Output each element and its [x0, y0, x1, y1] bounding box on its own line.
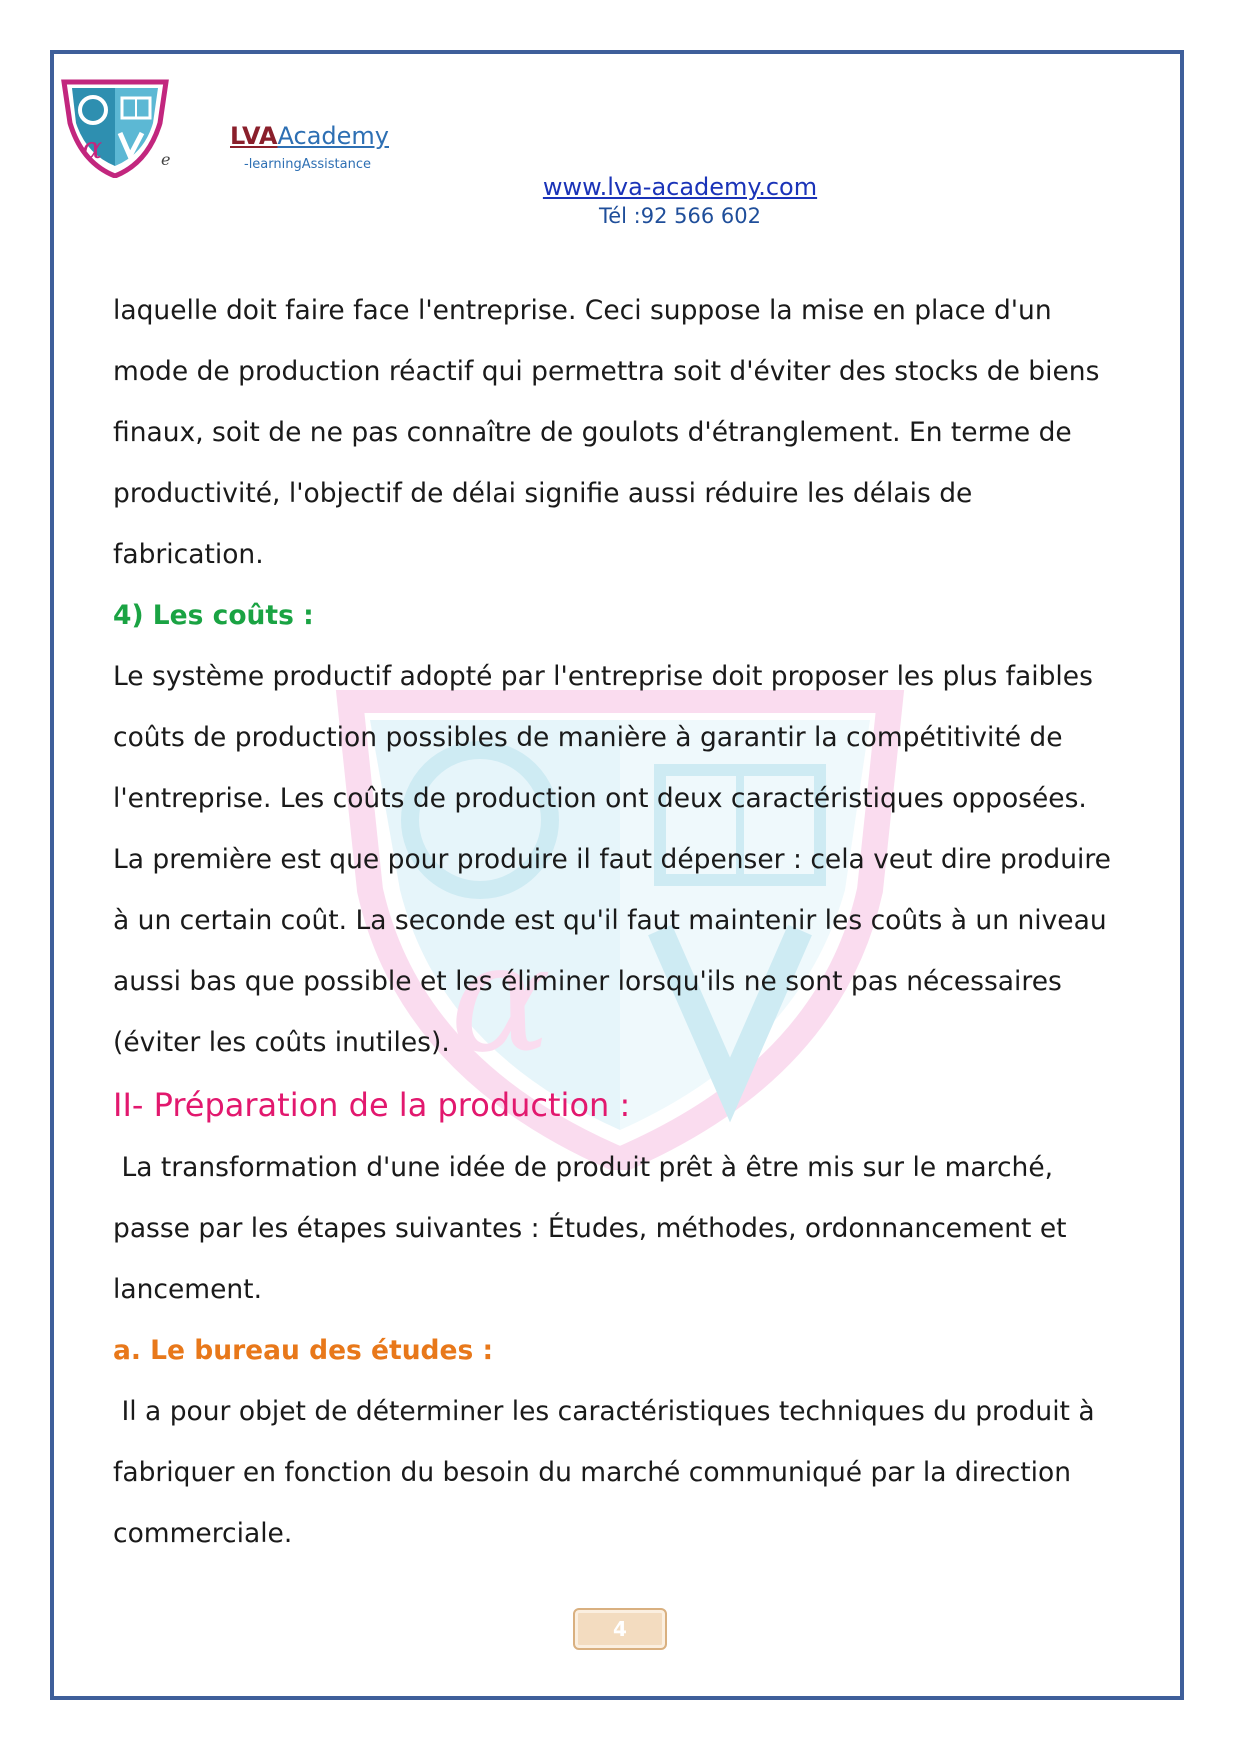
paragraph-delai: laquelle doit faire face l'entreprise. Ceci suppose la mise en place d'un mode de production réactif qui permettra soit d'éviter des stocks de biens finaux, soit de ne pas connaître de goulots d'étranglement. En terme de productivité, l'objectif de délai signifie aussi réduire les délais de fabrication.	[113, 295, 1100, 570]
heading-preparation: II- Préparation de la production :	[113, 1086, 631, 1124]
paragraph-couts: Le système productif adopté par l'entreprise doit proposer les plus faibles coûts de production possibles de manière à garantir la compétitivité de l'entreprise. Les coûts de production ont deux caractéristiques opposées. La première est que pour produire il faut dépenser : cela veut dire produire à un certain coût. La seconde est qu'il faut maintenir les coûts à un niveau aussi bas que possible et les éliminer lorsqu'ils ne sont pas nécessaires (éviter les coûts inutiles).	[113, 661, 1111, 1058]
heading-couts: 4) Les coûts :	[113, 600, 314, 631]
brand-name[interactable]	[230, 122, 389, 150]
phone-number: Tél :92 566 602	[598, 204, 761, 228]
lva-academy-logo-icon	[60, 78, 170, 178]
heading-bureau-etudes: a. Le bureau des études :	[113, 1335, 494, 1366]
brand-academy: Academy	[277, 122, 389, 150]
paragraph-preparation: La transformation d'une idée de produit prêt à être mis sur le marché, passe par les étapes suivantes : Études, méthodes, ordonnancement et lancement.	[113, 1152, 1075, 1305]
brand-subtitle: -learningAssistance	[244, 157, 371, 172]
paragraph-bureau-etudes: Il a pour objet de déterminer les caractéristiques techniques du produit à fabriquer en fonction du besoin du marché communiqué par la direction commerciale.	[113, 1396, 1104, 1549]
website-link[interactable]: www.lva-academy.com	[542, 173, 818, 201]
page-content	[113, 280, 1123, 1564]
page-number: 4	[573, 1608, 667, 1650]
svg-text:α: α	[450, 912, 552, 1086]
logo-e-mark: e	[161, 150, 171, 169]
svg-text:α: α	[82, 131, 103, 166]
brand-lva: LVA	[230, 122, 278, 150]
